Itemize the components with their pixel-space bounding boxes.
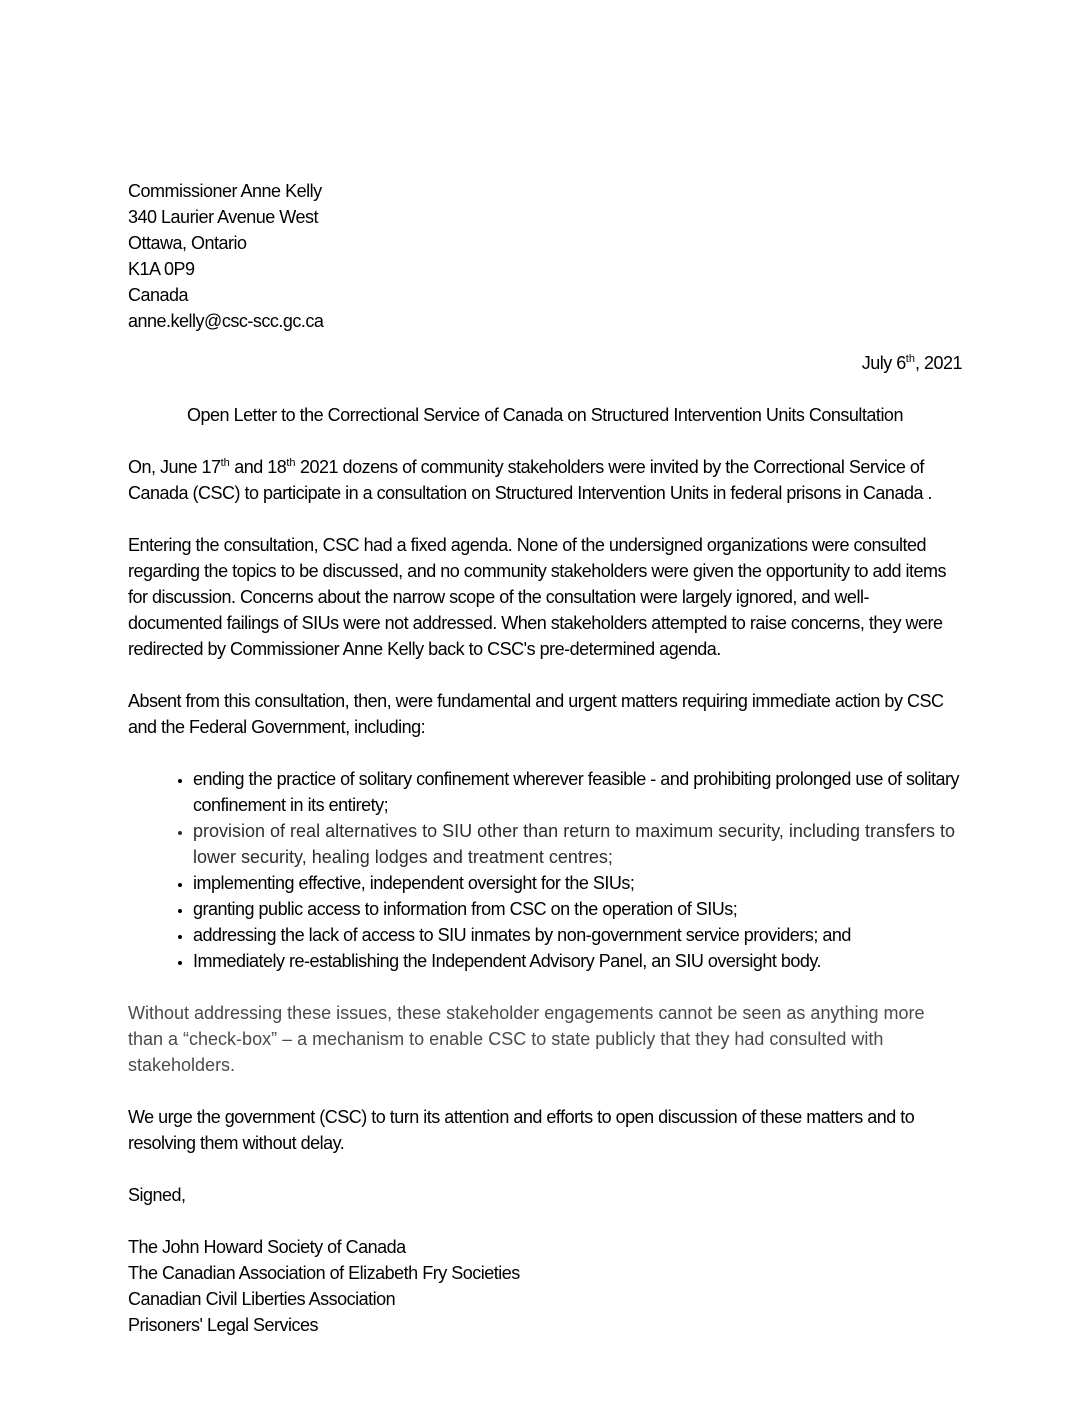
p1-segment: On, June 17 xyxy=(128,457,221,477)
letter-title: Open Letter to the Correctional Service of Canada on Structured Intervention Units Consultation xyxy=(187,405,903,425)
recipient-street: 340 Laurier Avenue West xyxy=(128,207,318,227)
recipient-email: anne.kelly@csc-scc.gc.ca xyxy=(128,311,324,331)
recipient-postal-code: K1A 0P9 xyxy=(128,259,195,279)
p1-superscript-17th: th xyxy=(220,457,230,469)
bullet-item-solitary-confinement: • ending the practice of solitary confinement wherever feasible - and prohibiting prolonged use of solitary confinement in its entirety; xyxy=(193,766,962,818)
signatory-john-howard-society: The John Howard Society of Canada xyxy=(128,1237,406,1257)
date-superscript: th xyxy=(905,353,915,365)
signatories xyxy=(128,1234,962,1338)
letter-date xyxy=(128,350,962,376)
bullet-item-public-access: • granting public access to information from CSC on the operation of SIUs; xyxy=(193,896,962,922)
bullet-item-oversight: • implementing effective, independent oversight for the SIUs; xyxy=(193,870,962,896)
paragraph-invitation xyxy=(128,454,962,506)
signatory-elizabeth-fry-societies: The Canadian Association of Elizabeth Fry Societies xyxy=(128,1263,520,1283)
bullet-item-inmate-access: • addressing the lack of access to SIU inmates by non-government service providers; and xyxy=(193,922,962,948)
paragraph-absent-matters: Absent from this consultation, then, were fundamental and urgent matters requiring immediate action by CSC and the Federal Government, including: xyxy=(128,691,944,737)
date-text: July 6 xyxy=(861,353,906,373)
signatory-civil-liberties-association: Canadian Civil Liberties Association xyxy=(128,1289,396,1309)
signatory-prisoners-legal-services: Prisoners' Legal Services xyxy=(128,1315,319,1335)
date-year: , 2021 xyxy=(914,353,962,373)
p1-segment: 2021 dozens of community stakeholders were invited by the Correctional Service of Canada (CSC) to participate in a consultation on Structured Intervention Units in federal prisons in Canada . xyxy=(128,457,932,503)
recipient-country: Canada xyxy=(128,285,189,305)
recipient-city: Ottawa, Ontario xyxy=(128,233,247,253)
bullet-item-alternatives: • provision of real alternatives to SIU other than return to maximum security, including transfers to lower security, healing lodges and treatment centres; xyxy=(193,818,962,870)
p1-superscript-18th: th xyxy=(286,457,296,469)
bullet-list xyxy=(128,766,962,974)
paragraph-fixed-agenda: Entering the consultation, CSC had a fixed agenda. None of the undersigned organizations were consulted regarding the topics to be discussed, and no community stakeholders were given the opportunity to add items for discussion. Concerns about the narrow scope of the consultation were largely ignored, and well-documented failings of SIUs were not addressed. When stakeholders attempted to raise concerns, they were redirected by Commissioner Anne Kelly back to CSC's pre-determined agenda. xyxy=(128,535,946,659)
p1-segment: and 18 xyxy=(229,457,287,477)
paragraph-check-box: Without addressing these issues, these stakeholder engagements cannot be seen as anything more than a “check-box” – a mechanism to enable CSC to state publicly that they had consulted with stakeholders. xyxy=(128,1003,925,1075)
bullet-item-advisory-panel: • Immediately re-establishing the Independent Advisory Panel, an SIU oversight body. xyxy=(193,948,962,974)
paragraph-urge-government: We urge the government (CSC) to turn its attention and efforts to open discussion of these matters and to resolving them without delay. xyxy=(128,1107,915,1153)
recipient-address xyxy=(128,178,962,334)
closing-signed: Signed, xyxy=(128,1185,186,1205)
recipient-name: Commissioner Anne Kelly xyxy=(128,181,322,201)
